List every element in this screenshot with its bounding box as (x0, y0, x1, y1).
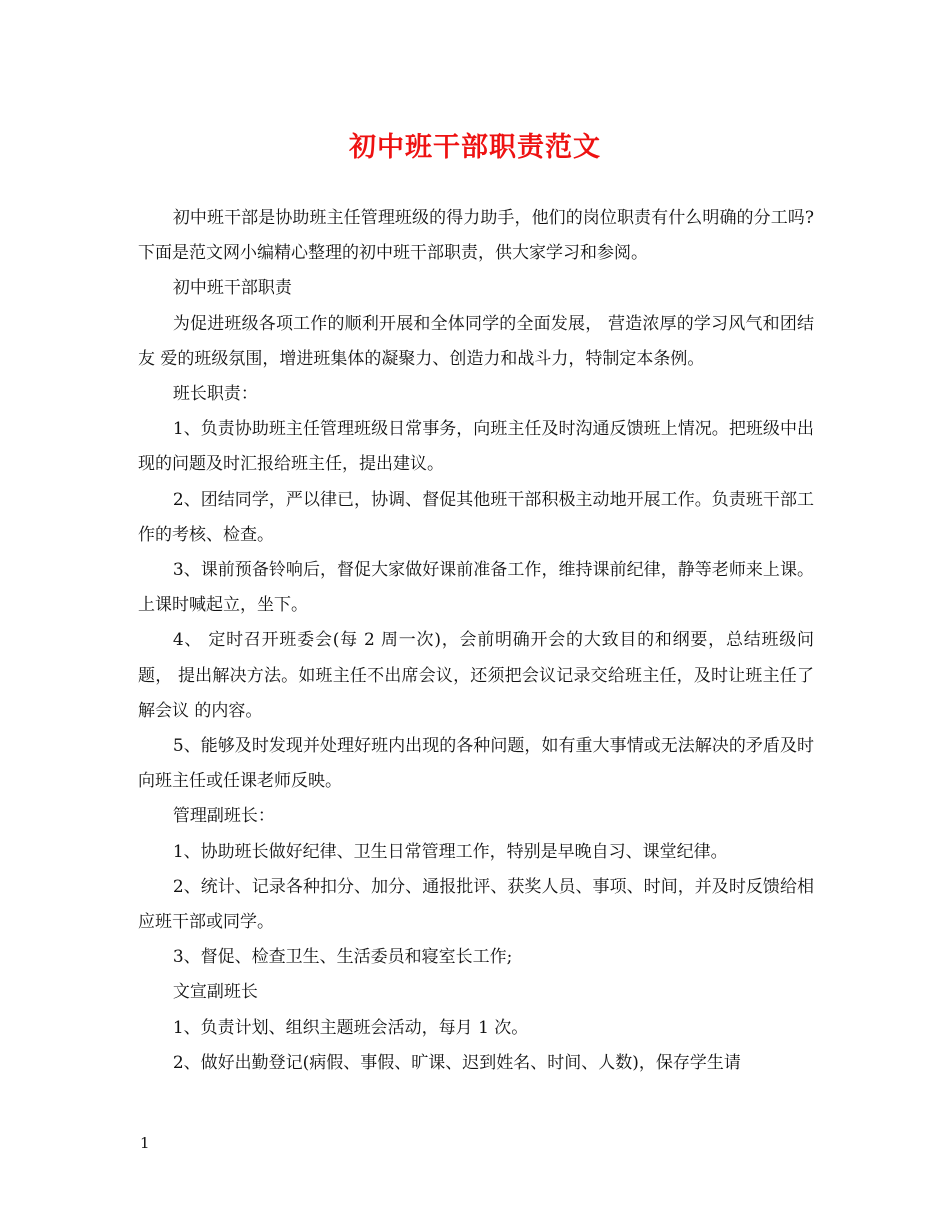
section-heading-publicity-deputy: 文宣副班长 (172, 982, 258, 1003)
document-body (138, 201, 814, 1081)
list-item: 5、能够及时发现并处理好班内出现的各种问题，如有重大事情或无法解决的矛盾及时 向班主任或任课老师反映。 (138, 736, 814, 792)
list-item: 2、团结同学，严以律已，协调、督促其他班干部积极主动地开展工作。负责班干部工 作的考核、检查。 (138, 489, 814, 545)
list-item: 1、负责协助班主任管理班级日常事务，向班主任及时沟通反馈班上情况。把班级中出 现的问题及时汇报给班主任，提出建议。 (138, 419, 814, 475)
page-number: 1 (140, 1134, 150, 1152)
paragraph-purpose: 为促进班级各项工作的顺利开展和全体同学的全面发展， 营造浓厚的学习风气和团结友 爱的班级氛围，增进班集体的凝聚力、创造力和战斗力，特制定本条例。 (138, 313, 814, 369)
section-heading-management-deputy: 管理副班长： (172, 806, 275, 827)
list-item: 2、统计、记录各种扣分、加分、通报批评、获奖人员、事项、时间，并及时反馈给相 应班干部或同学。 (138, 876, 814, 933)
section-heading-duties: 初中班干部职责 (172, 278, 292, 299)
list-item: 1、负责计划、组织主题班会活动，每月 1 次。 (172, 1017, 529, 1038)
list-item: 3、督促、检查卫生、生活委员和寝室长工作; (172, 947, 513, 968)
list-item: 4、 定时召开班委会(每 2 周一次)，会前明确开会的大致目的和纲要，总结班级问题， 提出解决方法。如班主任不出席会议，还须把会议记录交给班主任，及时让班主任了解会议 的内容。 (138, 630, 814, 721)
section-heading-monitor: 班长职责： (172, 384, 258, 405)
paragraph-intro: 初中班干部是协助班主任管理班级的得力助手，他们的岗位职责有什么明确的分工吗?下面是范文网小编精心整理的初中班干部职责，供大家学习和参阅。 (138, 208, 814, 264)
list-item: 3、课前预备铃响后，督促大家做好课前准备工作，维持课前纪律，静等老师来上课。 上课时喊起立，坐下。 (138, 560, 814, 616)
document-title: 初中班干部职责范文 (349, 132, 601, 163)
list-item: 1、协助班长做好纪律、卫生日常管理工作，特别是早晚自习、课堂纪律。 (172, 841, 728, 862)
list-item: 2、做好出勤登记(病假、事假、旷课、迟到姓名、时间、人数)，保存学生请 (172, 1052, 741, 1073)
